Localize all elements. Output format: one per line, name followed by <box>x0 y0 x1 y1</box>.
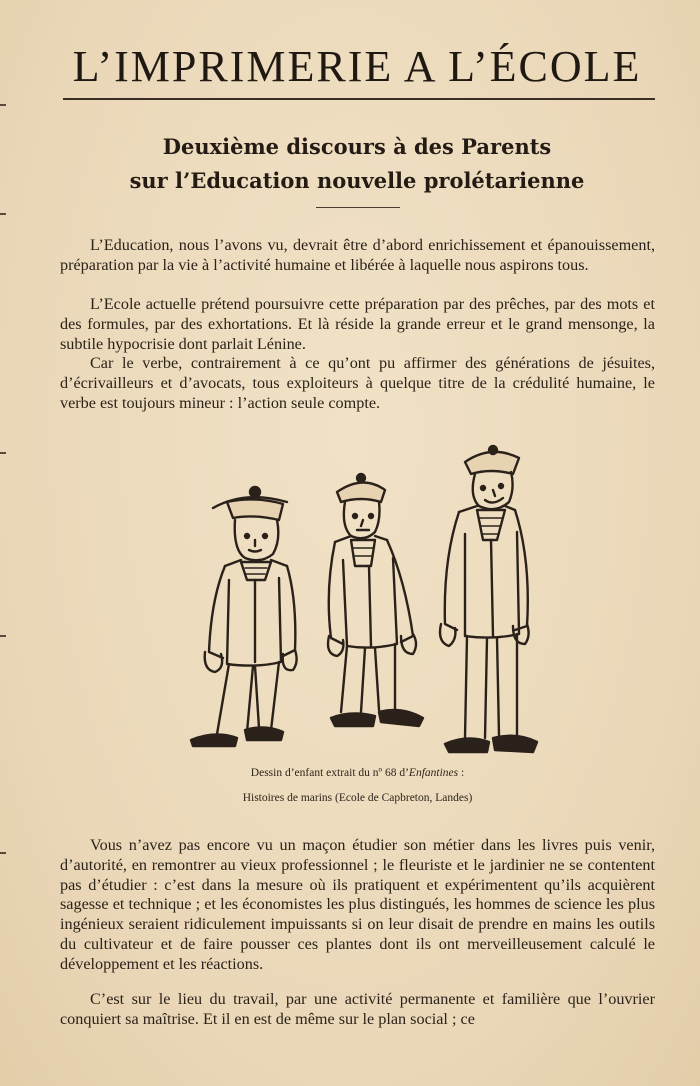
paragraph-text: L’Ecole actuelle prétend poursuivre cette préparation par des prêches, par des mots et des formules, par des exhortations. Et là réside la grande erreur et le grand mensonge, la subtile hypocrisie dont parlait Lénine. <box>60 295 655 353</box>
paragraph-5 <box>60 990 655 1030</box>
paragraph-text: L’Education, nous l’avons vu, devrait être d’abord enrichissement et épanouissement, préparation par la vie à l’activité humaine et libérée à laquelle nous aspirons tous. <box>60 236 655 274</box>
sailors-drawing <box>175 440 550 758</box>
subtitle-line-1: Deuxième discours à des Parents <box>162 134 552 159</box>
sailor-left-figure <box>191 487 297 746</box>
caption-publication-title: Enfantines <box>408 767 459 779</box>
margin-mark <box>0 452 6 454</box>
margin-mark <box>0 104 6 106</box>
subtitle-rule <box>316 207 400 208</box>
paragraph-text: Car le verbe, contrairement à ce qu’ont pu affirmer des générations de jésuites, d’écrivailleurs et d’avocats, tous exploiteurs à quelque titre de la crédulité humaine, le verbe est toujours mineur : l’action seule compte. <box>60 354 655 412</box>
paragraph-3 <box>60 354 655 413</box>
article-subtitle <box>60 130 654 198</box>
paragraph-2 <box>60 295 655 354</box>
caption-text: Dessin d’enfant extrait du nº 68 d’ <box>250 767 409 779</box>
paragraph-1 <box>60 236 655 276</box>
sailor-right-figure <box>440 446 537 752</box>
paragraph-text: C’est sur le lieu du travail, par une activité permanente et familière que l’ouvrier conquiert sa maîtrise. Et il en est de même sur le plan social ; ce <box>60 990 655 1028</box>
margin-mark <box>0 852 6 854</box>
title-rule <box>63 98 655 100</box>
margin-mark <box>0 635 6 637</box>
figure-caption-line-2: Histoires de marins (Ecole de Capbreton, Landes) <box>242 792 473 804</box>
masthead-title: L’IMPRIMERIE A L’ÉCOLE <box>72 42 642 91</box>
paragraph-4 <box>60 836 655 975</box>
figure-caption-line-1 <box>60 767 655 779</box>
margin-mark <box>0 213 6 215</box>
sailor-middle-figure <box>328 474 423 726</box>
subtitle-line-2: sur l’Education nouvelle prolétarienne <box>129 168 585 193</box>
paragraph-text: Vous n’avez pas encore vu un maçon étudier son métier dans les livres puis venir, d’autorité, en remontrer au vieux professionnel ; le fleuriste et le jardinier ne se contentent pas d’étudier : c’est dans la mesure où ils pratiquent et expérimentent qu’ils acquièrent sagesse et technique ; et les économistes les plus distingués, les hommes de science les plus ingénieux seraient ridiculement impuissants si on leur disait de prendre en mains les outils du cultivateur et de faire pousser ces plantes dont ils ont merveilleusement calculé le développement et les réactions. <box>60 836 655 973</box>
caption-text: : <box>458 767 465 779</box>
